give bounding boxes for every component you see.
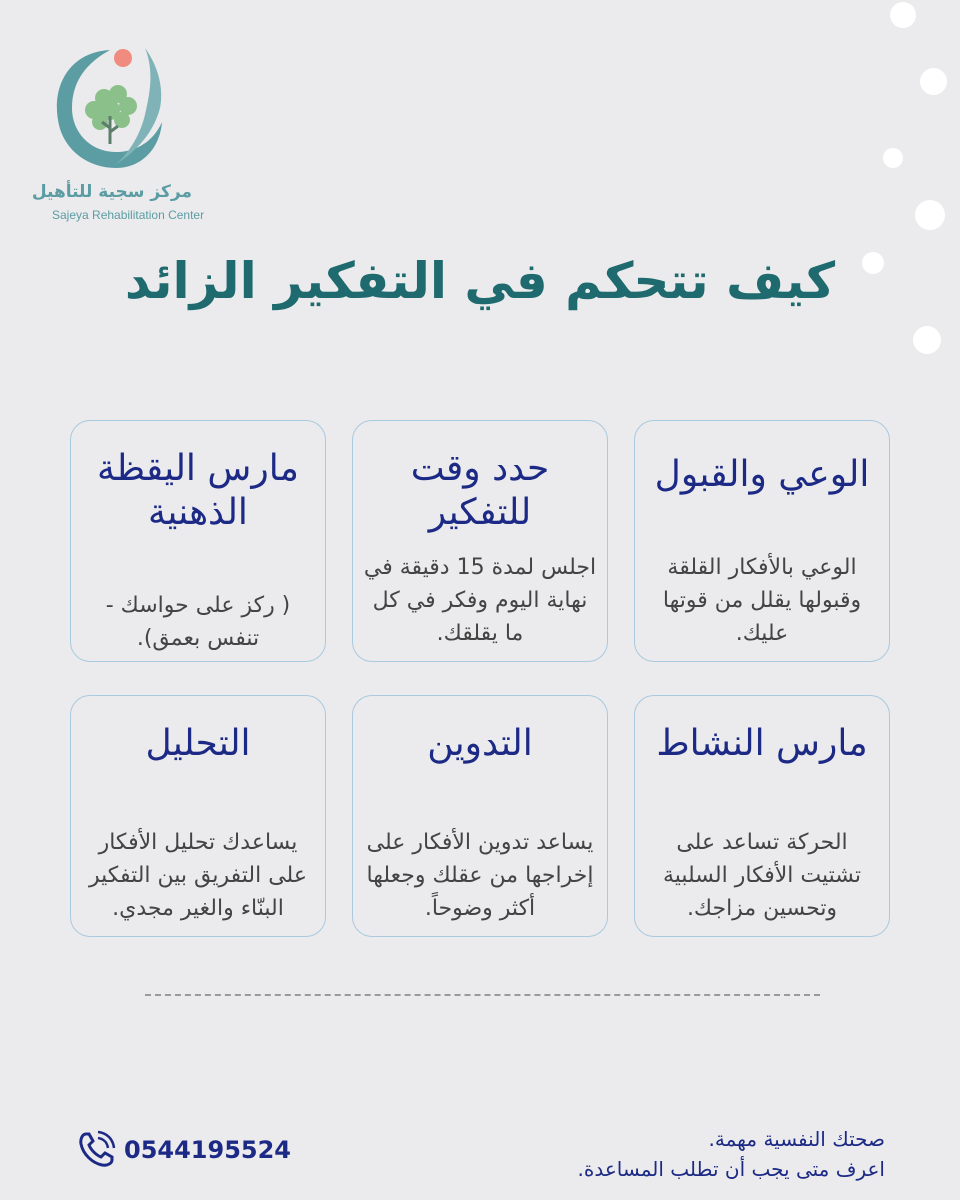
card-title: مارس اليقظة الذهنية — [97, 448, 299, 533]
phone-contact[interactable] — [76, 1130, 291, 1170]
card-body: ( ركز على حواسك - تنفس بعمق). — [105, 593, 291, 651]
decor-dot — [915, 200, 945, 230]
phone-number: 0544195524 — [124, 1136, 291, 1164]
card-analysis — [70, 695, 326, 937]
card-set-time — [352, 420, 608, 662]
footer-line-2: اعرف متى يجب أن تطلب المساعدة. — [577, 1157, 885, 1181]
card-title: التدوين — [427, 723, 533, 764]
card-body: اجلس لمدة 15 دقيقة في نهاية اليوم وفكر في كل ما يقلقك. — [363, 555, 597, 646]
decor-dot — [913, 326, 941, 354]
card-awareness — [634, 420, 890, 662]
card-title: الوعي والقبول — [654, 454, 870, 495]
dashed-divider — [145, 994, 820, 996]
card-title: مارس النشاط — [656, 723, 868, 764]
logo-name-ar: مركز سجية للتأهيل — [31, 182, 192, 202]
logo — [50, 40, 180, 176]
decor-dot — [920, 68, 947, 95]
card-mindfulness — [70, 420, 326, 662]
tree-head-logo-icon — [50, 40, 168, 176]
card-activity — [634, 695, 890, 937]
footer-message — [578, 1124, 885, 1184]
page-title: كيف تتحكم في التفكير الزائد — [124, 252, 836, 310]
footer-line-1: صحتك النفسية مهمة. — [708, 1127, 885, 1151]
card-title: التحليل — [145, 723, 251, 764]
card-body: يساعدك تحليل الأفكار على التفريق بين التفكير البنّاء والغير مجدي. — [89, 830, 307, 921]
card-body: الوعي بالأفكار القلقة وقبولها يقلل من قوتها عليك. — [662, 555, 862, 646]
card-body: يساعد تدوين الأفكار على إخراجها من عقلك وجعلها أكثر وضوحاً. — [366, 830, 594, 921]
decor-dot — [890, 2, 916, 28]
decor-dot — [883, 148, 903, 168]
logo-name-en: Sajeya Rehabilitation Center — [52, 208, 205, 222]
card-title: حدد وقت للتفكير — [410, 448, 550, 533]
card-journaling — [352, 695, 608, 937]
phone-icon — [76, 1130, 116, 1170]
card-body: الحركة تساعد على تشتيت الأفكار السلبية وتحسين مزاجك. — [662, 830, 862, 921]
